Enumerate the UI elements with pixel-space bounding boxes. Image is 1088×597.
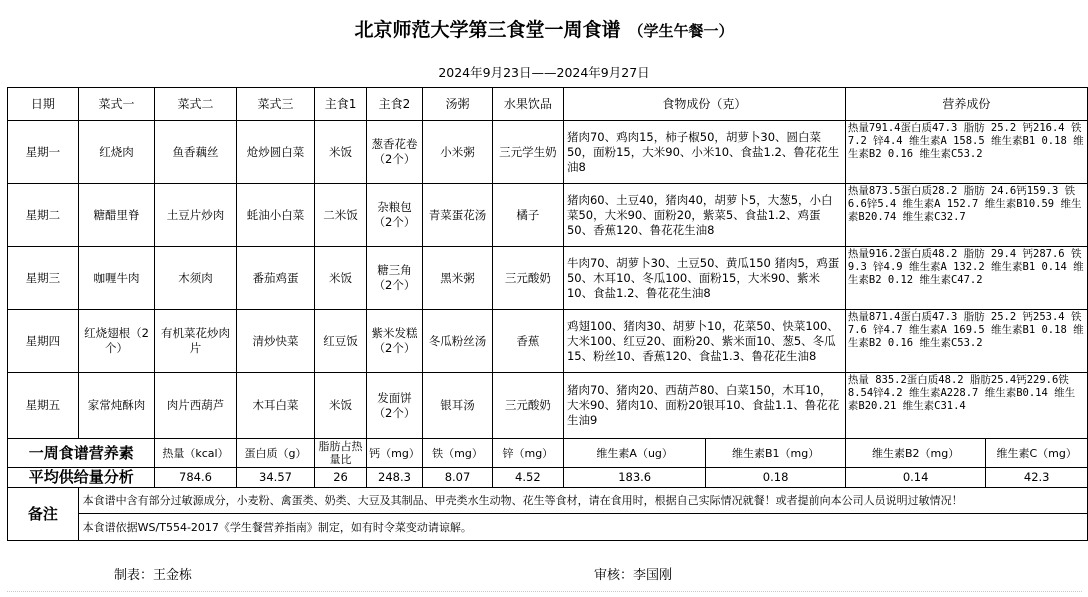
fruit-cell: 橘子 (492, 184, 563, 247)
fruit-cell: 三元酸奶 (492, 373, 563, 439)
nutrition-cell: 热量873.5蛋白质28.2 脂肪 24.6钙159.3 铁6.6锌5.4 维生素A 152.7 维生素B10.59 维生素B20.74 维生素C32.7 (845, 184, 1087, 247)
summary-value-cell: 42.3 (986, 468, 1088, 488)
day-cell: 星期二 (8, 184, 79, 247)
summary-value-cell: 784.6 (155, 468, 236, 488)
nutrition-cell: 热量 835.2蛋白质48.2 脂肪25.4钙229.6铁8.54锌4.2 维生素A228.7 维生素B0.14 维生素B20.21 维生素C31.4 (845, 373, 1087, 439)
dish2-cell: 木须肉 (155, 247, 236, 310)
staple2-cell: 紫米发糕（2个） (366, 310, 423, 373)
date-range: 2024年9月23日——2024年9月27日 (438, 65, 650, 80)
dish1-cell: 红烧肉 (78, 121, 155, 184)
fruit-cell: 香蕉 (492, 310, 563, 373)
dish2-cell: 土豆片炒肉 (155, 184, 236, 247)
day-cell: 星期五 (8, 373, 79, 439)
dish2-cell: 肉片西葫芦 (155, 373, 236, 439)
summary-header-cell: 锌（mg） (492, 439, 563, 468)
dish3-cell: 清炒快菜 (236, 310, 315, 373)
preparer: 制表：王金栋 (114, 568, 193, 583)
staple2-cell: 葱香花卷（2个） (366, 121, 423, 184)
summary-header-cell: 维生素A（ug） (563, 439, 705, 468)
table-row (8, 247, 1088, 310)
header-row (8, 88, 1088, 121)
staple2-cell: 发面饼（2个） (366, 373, 423, 439)
summary-header-cell: 维生素B2（mg） (845, 439, 986, 468)
summary-header-row (8, 439, 1088, 468)
dish3-cell: 蚝油小白菜 (236, 184, 315, 247)
summary-header-cell: 维生素C（mg） (986, 439, 1088, 468)
table-row (8, 310, 1088, 373)
staple1-cell: 米饭 (315, 373, 366, 439)
summary-value-cell: 4.52 (492, 468, 563, 488)
dish1-cell: 家常炖酥肉 (78, 373, 155, 439)
ingredients-cell: 鸡翅100、猪肉30、胡萝卜10，花菜50、快菜100、大米100、红豆20、面粉20、紫米面10、葱5、冬瓜15、粉丝10、香蕉120、食盐1.3、鲁花花生油8 (563, 310, 845, 373)
staple1-cell: 二米饭 (315, 184, 366, 247)
title-sub: （学生午餐一） (628, 22, 734, 40)
nutrition-cell: 热量791.4蛋白质47.3 脂肪 25.2 钙216.4 铁7.2 锌4.4 维生素A 158.5 维生素B1 0.18 维生素B2 0.16 维生素C53.2 (845, 121, 1087, 184)
dish1-cell: 红烧翅根（2个） (78, 310, 155, 373)
summary-header-cell: 铁（mg） (423, 439, 492, 468)
soup-cell: 小米粥 (423, 121, 492, 184)
staple1-cell: 米饭 (315, 121, 366, 184)
dish3-cell: 炝炒圆白菜 (236, 121, 315, 184)
summary-header-cell: 钙（mg） (366, 439, 423, 468)
dish2-cell: 有机菜花炒肉片 (155, 310, 236, 373)
header-staple1: 主食1 (315, 88, 366, 121)
table-row (8, 184, 1088, 247)
header-date: 日期 (8, 88, 79, 121)
dish1-cell: 糖醋里脊 (78, 184, 155, 247)
footer (7, 556, 1082, 592)
ingredients-cell: 牛肉70、胡萝卜30、土豆50、黄瓜150 猪肉5，鸡蛋50、木耳10、冬瓜100、面粉15，大米90、紫米10、食盐1.2、鲁花花生油8 (563, 247, 845, 310)
staple1-cell: 红豆饭 (315, 310, 366, 373)
notes-label: 备注 (8, 488, 79, 541)
summary-header-cell: 维生素B1（mg） (706, 439, 846, 468)
nutrition-cell: 热量871.4蛋白质47.3 脂肪 25.2 钙253.4 铁7.6 锌4.7 维生素A 169.5 维生素B1 0.18 维生素B2 0.16 维生素C53.2 (845, 310, 1087, 373)
nutrition-cell: 热量916.2蛋白质48.2 脂肪 29.4 钙287.6 铁9.3 锌4.9 维生素A 132.2 维生素B1 0.14 维生素B2 0.12 维生素C47.2 (845, 247, 1087, 310)
header-nutrition: 营养成份 (845, 88, 1087, 121)
staple2-cell: 杂粮包（2个） (366, 184, 423, 247)
day-cell: 星期四 (8, 310, 79, 373)
soup-cell: 青菜蛋花汤 (423, 184, 492, 247)
summary-label-nutrients: 一周食谱营养素 (8, 439, 155, 468)
title-main: 北京师范大学第三食堂一周食谱 (354, 19, 621, 41)
header-soup: 汤粥 (423, 88, 492, 121)
fruit-cell: 三元学生奶 (492, 121, 563, 184)
summary-header-cell: 脂肪占热量比 (315, 439, 366, 468)
header-dish2: 菜式二 (155, 88, 236, 121)
summary-value-cell: 34.57 (236, 468, 315, 488)
soup-cell: 黑米粥 (423, 247, 492, 310)
day-cell: 星期三 (8, 247, 79, 310)
ingredients-cell: 猪肉60、土豆40，猪肉40，胡萝卜5，大葱5，小白菜50，大米90、面粉20，紫菜5、食盐1.2、鸡蛋50、香蕉120、鲁花花生油8 (563, 184, 845, 247)
summary-value-cell: 0.18 (706, 468, 846, 488)
summary-value-cell: 183.6 (563, 468, 705, 488)
dish1-cell: 咖喱牛肉 (78, 247, 155, 310)
dish3-cell: 木耳白菜 (236, 373, 315, 439)
table-row (8, 373, 1088, 439)
summary-value-cell: 26 (315, 468, 366, 488)
dish3-cell: 番茄鸡蛋 (236, 247, 315, 310)
header-fruit: 水果饮品 (492, 88, 563, 121)
header-dish1: 菜式一 (78, 88, 155, 121)
allergen-note: 本食谱中含有部分过敏源成分，小麦粉、禽蛋类、奶类、大豆及其制品、甲壳类水生动物、花生等食材，请在食用时，根据自己实际情况就餐！或者提前向本公司人员说明过敏情况！ (78, 488, 1087, 514)
weekly-menu-table (7, 87, 1088, 541)
notes-row (8, 514, 1088, 541)
page-title (0, 10, 1088, 50)
summary-values-row (8, 468, 1088, 488)
summary-value-cell: 0.14 (845, 468, 986, 488)
header-dish3: 菜式三 (236, 88, 315, 121)
staple2-cell: 糖三角（2个） (366, 247, 423, 310)
summary-label-analysis: 平均供给量分析 (8, 468, 155, 488)
day-cell: 星期一 (8, 121, 79, 184)
reviewer: 审核：李国刚 (594, 568, 673, 583)
ingredients-cell: 猪肉70、鸡肉15，柿子椒50，胡萝卜30、圆白菜50，面粉15，大米90、小米10、食盐1.2、鲁花花生油8 (563, 121, 845, 184)
notes-row (8, 488, 1088, 514)
standard-note: 本食谱依据WS/T554-2017《学生餐营养指南》制定，如有时令菜变动请谅解。 (78, 514, 1087, 541)
fruit-cell: 三元酸奶 (492, 247, 563, 310)
summary-header-cell: 蛋白质（g） (236, 439, 315, 468)
soup-cell: 冬瓜粉丝汤 (423, 310, 492, 373)
soup-cell: 银耳汤 (423, 373, 492, 439)
header-ingredients: 食物成份（克） (563, 88, 845, 121)
header-staple2: 主食2 (366, 88, 423, 121)
table-row (8, 121, 1088, 184)
ingredients-cell: 猪肉70、猪肉20、西葫芦80、白菜150，木耳10，大米90、猪肉10、面粉20银耳10、食盐1.1、鲁花花生油9 (563, 373, 845, 439)
summary-header-cell: 热量（kcal） (155, 439, 236, 468)
staple1-cell: 米饭 (315, 247, 366, 310)
dish2-cell: 鱼香藕丝 (155, 121, 236, 184)
summary-value-cell: 8.07 (423, 468, 492, 488)
summary-value-cell: 248.3 (366, 468, 423, 488)
